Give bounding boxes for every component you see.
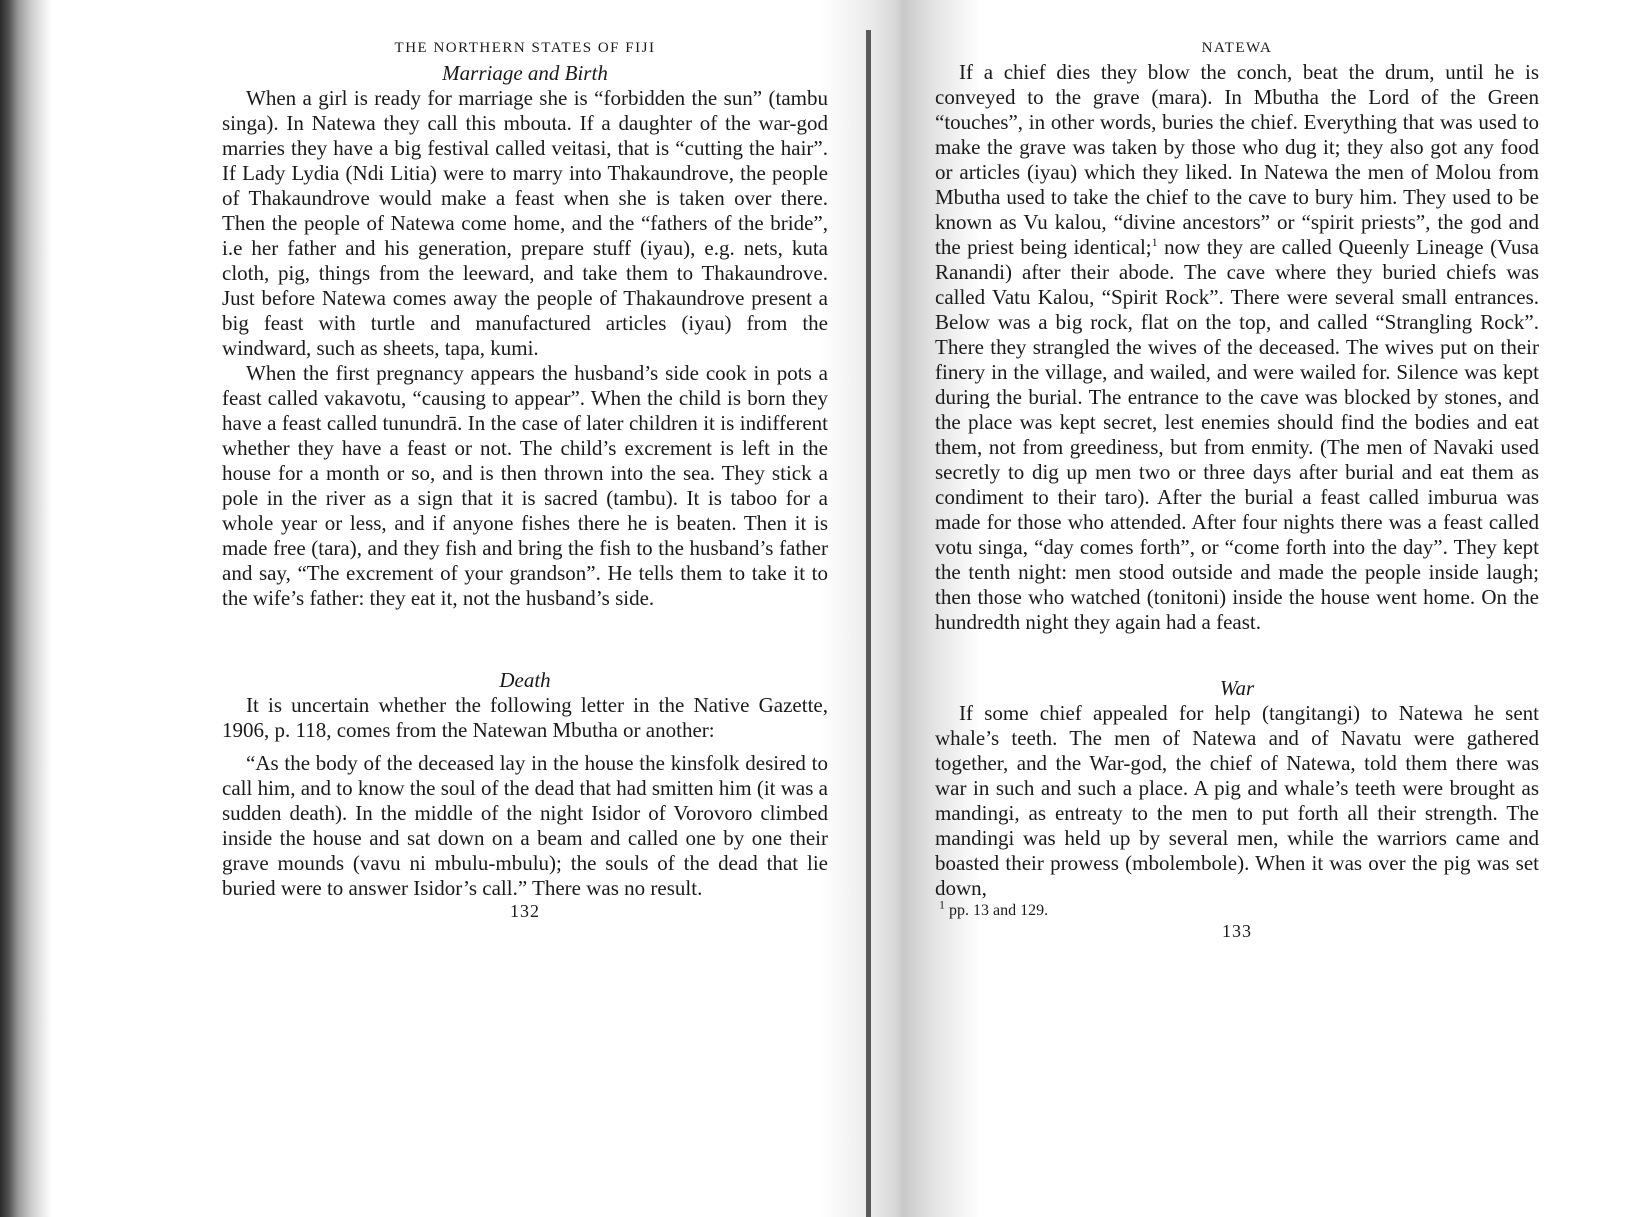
left-page	[222, 36, 828, 922]
paragraph-death-quote: “As the body of the deceased lay in the house the kinsfolk desired to call him, and to know the soul of the dead that had smitten him (it was a sudden death). In the middle of the night Isidor of Vorovoro climbed inside the house and sat down on a beam and called one by one their grave mounds (vavu ni mbulu-mbulu); the souls of the dead that lie buried were to answer Isidor’s call.” There was no result.	[222, 751, 828, 900]
book-binding-shadow	[0, 0, 52, 1217]
paragraph-death-2	[935, 60, 1539, 635]
paragraph-marriage-2: When the first pregnancy appears the husband’s side cook in pots a feast called vakavotu, “causing to appear”. When the child is born they have a feast called tunundrā. In the case of later children it is indifferent whether they have a feast or not. The child’s excrement is left in the house for a month or so, and is then thrown into the sea. They stick a pole in the river as a sign that it is sacred (tambu). It is taboo for a whole year or less, and if anyone fishes there he is beaten. Then it is made free (tara), and they fish and bring the fish to the husband’s father and say, “The excrement of your grandson”. He tells them to take it to the wife’s father: they eat it, not the husband’s side.	[222, 361, 828, 610]
paragraph-death-2-part-b: now they are called Queenly Lineage (Vusa Ranandi) after their abode. The cave where they buried chiefs was called Vatu Kalou, “Spirit Rock”. There were several small entrances. Below was a big rock, flat on the top, and called “Strangling Rock”. There they strangled the wives of the deceased. The wives put on their finery in the village, and wailed, and were wailed for. Silence was kept during the burial. The entrance to the cave was blocked by stones, and the place was kept secret, lest enemies should find the bodies and eat them, not from greediness, but from enmity. (The men of Navaki used secretly to dig up men two or three days after burial and eat them as condiment to their taro). After the burial a feast called imburua was made for those who attended. After four nights there was a feast called votu singa, “day comes forth”, or “come forth into the day”. They kept the tenth night: men stood outside and made the people inside laugh; then those who watched (tonitoni) inside the house went home. On the hundredth night they again had a feast.	[935, 235, 1539, 634]
section-title-marriage-and-birth: Marriage and Birth	[442, 61, 608, 85]
page-number: 133	[1222, 921, 1252, 941]
section-title-death: Death	[499, 668, 551, 692]
paragraph-marriage-1: When a girl is ready for marriage she is “forbidden the sun” (tambu singa). In Natewa they call this mbouta. If a daughter of the war-god marries they have a big festival called veitasi, that is “cutting the hair”. If Lady Lydia (Ndi Litia) were to marry into Thakaundrove, the people of Thakaundrove would make a feast when she is taken over there. Then the people of Natewa come home, and the “fathers of the bride”, i.e her father and his generation, prepare stuff (iyau), e.g. nets, kuta cloth, pig, things from the leeward, and take them to Thakaundrove. Just before Natewa comes away the people of Thakaundrove present a big feast with turtle and manufactured articles (iyau) from the windward, such as sheets, tapa, kumi.	[222, 86, 828, 360]
right-page	[935, 36, 1539, 942]
paragraph-death-2-part-a: If a chief dies they blow the conch, beat the drum, until he is conveyed to the grave (mara). In Mbutha the Lord of the Green “touches”, in other words, buries the chief. Everything that was used to make the grave was taken by those who dug it; they also got any food or articles (iyau) which they liked. In Natewa the men of Molou from Mbutha used to take the chief to the cave to bury him. They used to be known as Vu kalou, “divine ancestors” or “spirit priests”, the god and the priest being identical;	[935, 60, 1539, 259]
book-spine	[866, 30, 871, 1217]
page-number: 132	[510, 901, 540, 921]
running-head: THE NORTHERN STATES OF FIJI	[394, 40, 656, 56]
paragraph-war-1: If some chief appealed for help (tangitangi) to Natewa he sent whale’s teeth. The men of Natewa and of Navatu were gathered together, and the War-god, the chief of Natewa, told them there was war in such and such a place. A pig and whale’s teeth were brought as mandingi, as entreaty to the men to put forth all their strength. The mandingi was held up by several men, while the warriors came and boasted their prowess (mbolembole). When it was over the pig was set down,	[935, 701, 1539, 900]
footnote	[935, 897, 1539, 921]
footnote-marker: 1	[1151, 235, 1158, 249]
paragraph-death-1: It is uncertain whether the following letter in the Native Gazette, 1906, p. 118, comes from the Natewan Mbutha or another:	[222, 693, 828, 742]
running-head: NATEWA	[1201, 40, 1273, 56]
footnote-text: pp. 13 and 129.	[949, 902, 1049, 919]
section-title-war: War	[1219, 676, 1255, 700]
footnote-number: 1	[939, 897, 945, 912]
